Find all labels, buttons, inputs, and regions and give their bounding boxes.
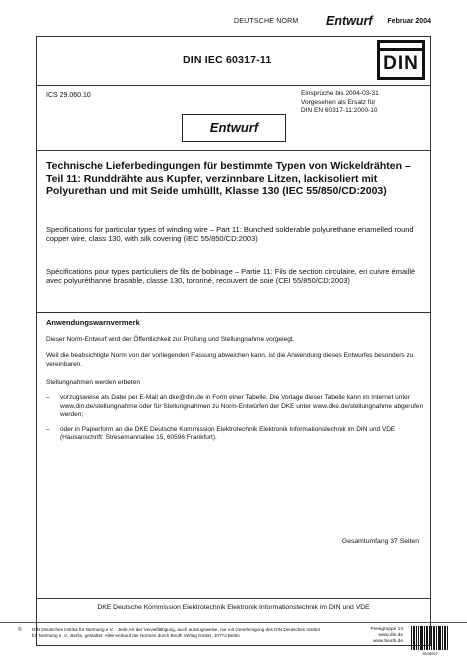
list-item-text: oder in Papierform an die DKE Deutsche Kommission Elektrotechnik Elektronik Informationstechnik im DIN und VDE (Hausanschrift: Stresemannallee 15, 60596 Frankfurt). xyxy=(60,425,396,442)
notice-paragraph: Stellungnahmen werden erbeten xyxy=(46,379,140,386)
replaced-standard: DIN EN 60317-11:2000-10 xyxy=(301,107,378,114)
top-header xyxy=(36,14,431,32)
din-logo-text: DIN xyxy=(383,53,419,74)
comment-options-list xyxy=(46,394,426,449)
title-french: Spécifications pour types particuliers de fils de bobinage – Partie 11: Fils de section circulaire, en cuivre émaillé avec polyuréthanne brasable, classe 130, toronné, recouvert de soie (CEI 55/850/CD:2003) xyxy=(46,267,416,286)
list-item xyxy=(46,394,426,420)
title-row xyxy=(36,36,431,86)
issue-date: Februar 2004 xyxy=(387,18,431,25)
notice-paragraph: Dieser Norm-Entwurf wird der Öffentlichkeit zur Prüfung und Stellungnahme vorgelegt. xyxy=(46,336,295,343)
dash-marker: – xyxy=(46,394,50,401)
divider xyxy=(36,312,431,313)
title-english: Specifications for particular types of winding wire – Part 11: Bunched solderable polyurethane enamelled round copper wire, class 130, with silk covering (IEC 55/850/CD:2003) xyxy=(46,225,414,244)
draft-stamp: Entwurf xyxy=(182,114,286,142)
objection-info xyxy=(301,90,379,116)
price-group: Preisgruppe 14 xyxy=(370,627,403,632)
status-label: Entwurf xyxy=(326,14,373,28)
din-website: www.din.de xyxy=(378,633,403,638)
replacement-note: Vorgesehen als Ersatz für xyxy=(301,98,376,106)
total-pages: Gesamtumfang 37 Seiten xyxy=(341,538,419,545)
divider xyxy=(36,150,431,151)
list-item-text: vorzugsweise als Datei per E-Mail an dke@din.de in Form einer Tabelle. Die Vorlage dieser Tabelle kann im Internet unter www.din.de/stellungnahme oder für Stellungnahmen zu Norm-Entwürfen der DKE unter www.dke.de/stellungnahme abgerufen werden; xyxy=(60,394,424,419)
dke-footer: DKE Deutsche Kommission Elektrotechnik Elektronik Informationstechnik im DIN und VDE xyxy=(97,604,370,611)
notice-heading: Anwendungswarnvermerk xyxy=(46,318,140,327)
copyright-symbol: © xyxy=(18,627,22,633)
copyright-text: DIN Deutsches Institut für Normung e.V. · Jede Art der Vervielfältigung, auch auszugsweise, nur mit Genehmigung des DIN Deutsches Institut für Normung e. V., Berlin, gestattet. Alleinverkauf der Normen durch Beuth Verlag GmbH, 10772 Berlin xyxy=(32,627,320,638)
ics-code: ICS 29.060.10 xyxy=(46,92,91,99)
barcode-number: 9538057 xyxy=(422,651,438,656)
beuth-website: www.beuth.de xyxy=(372,639,403,644)
objection-deadline: Einsprüche bis 2004-03-31 xyxy=(301,90,379,97)
din-logo xyxy=(377,40,425,80)
price-info xyxy=(355,627,403,645)
norm-label: DEUTSCHE NORM xyxy=(234,18,299,25)
list-item xyxy=(46,426,426,443)
divider xyxy=(36,598,431,599)
din-logo-bar xyxy=(380,43,422,51)
standard-number: DIN IEC 60317-11 xyxy=(183,54,272,66)
title-german: Technische Lieferbedingungen für bestimmte Typen von Wickeldrähten – Teil 11: Runddrähte aus Kupfer, verzinnbare Litzen, lackisoliert mit Polyurethan und mit Seide umhüllt, Klasse 130 (IEC 55/850/CD:2003) xyxy=(46,160,411,197)
barcode xyxy=(410,626,450,650)
notice-paragraph: Weil die beabsichtigte Norm von der vorliegenden Fassung abweichen kann, ist die Anwendung dieses Entwurfes besonders zu vereinbaren. xyxy=(46,352,414,368)
dash-marker: – xyxy=(46,425,50,433)
